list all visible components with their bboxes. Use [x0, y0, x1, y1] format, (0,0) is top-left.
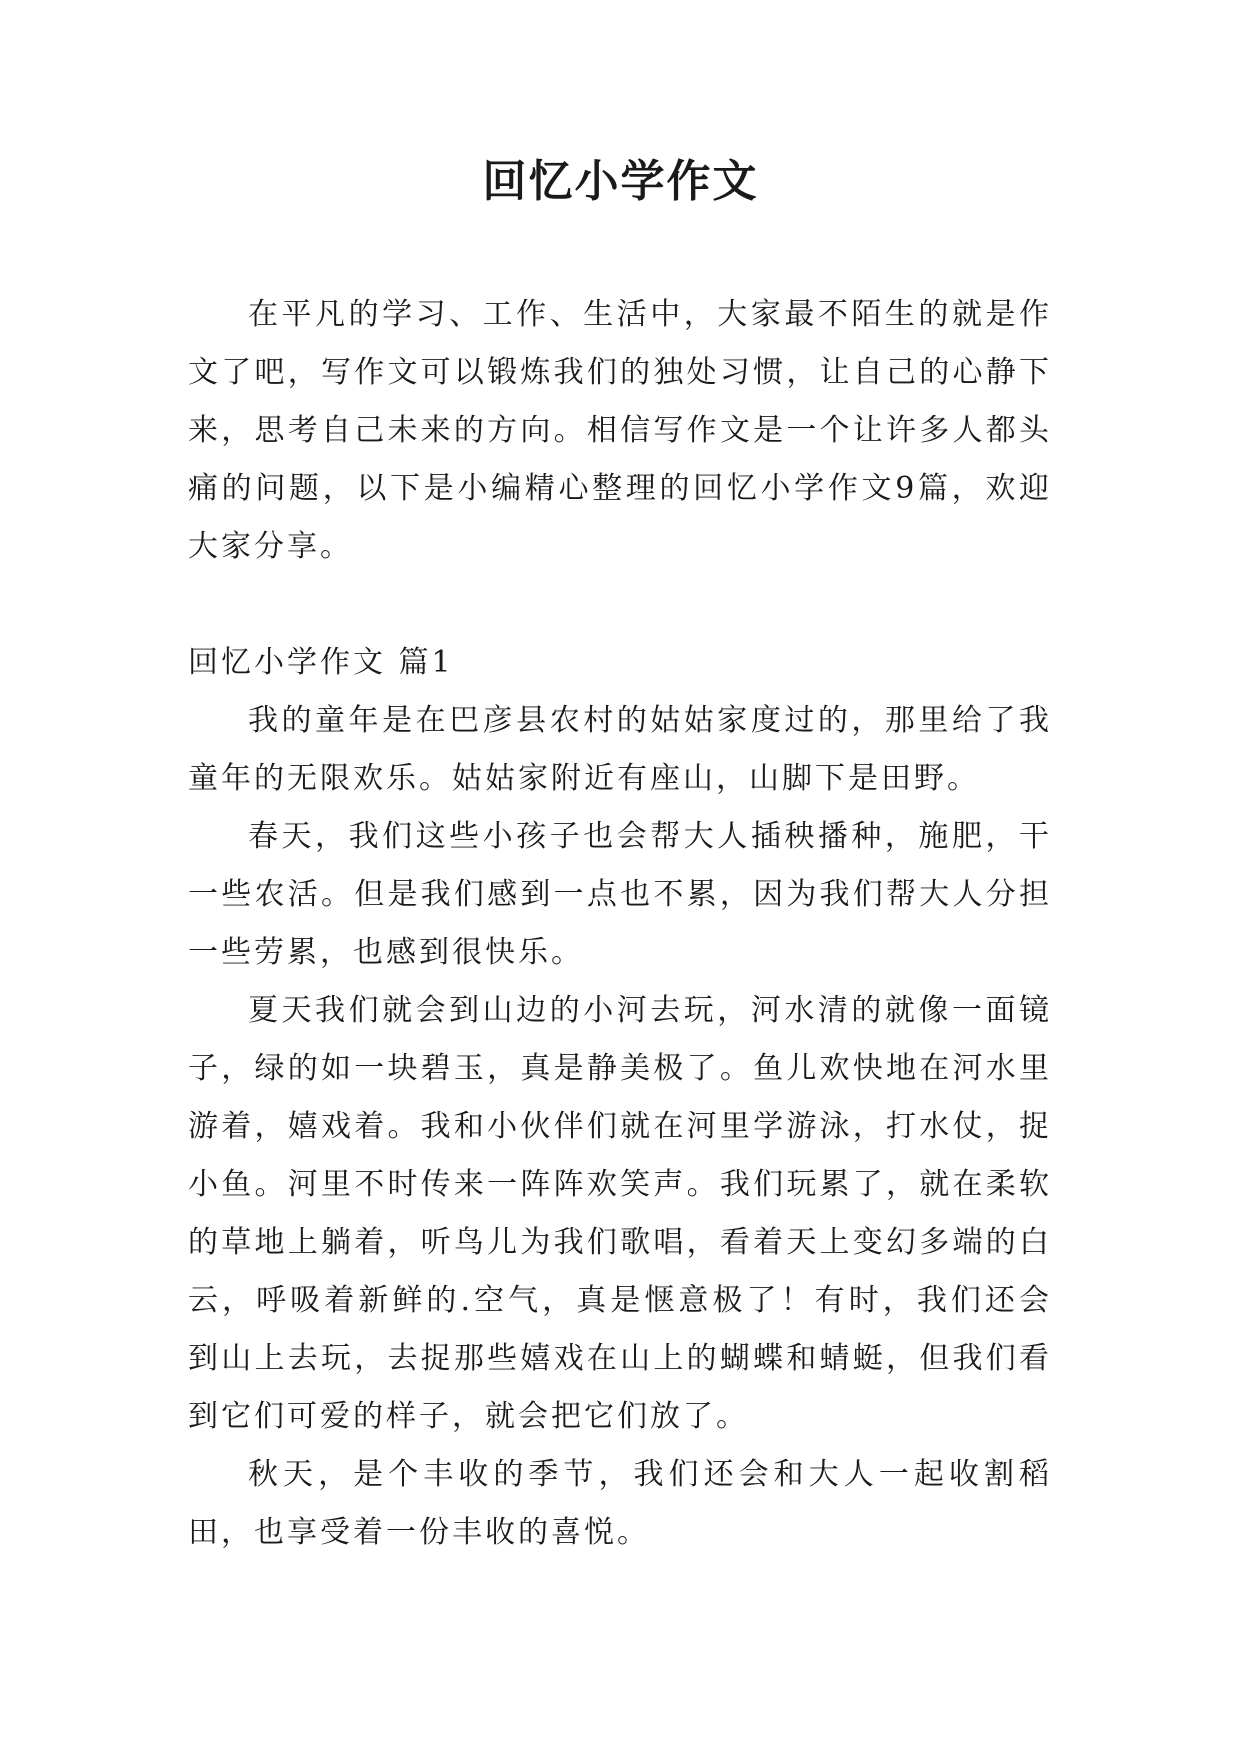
document-title: 回忆小学作文 — [482, 156, 759, 207]
document-body — [188, 286, 1052, 1562]
body-paragraph: 秋天，是个丰收的季节，我们还会和大人一起收割稻田，也享受着一份丰收的喜悦。 — [188, 1457, 1052, 1550]
body-paragraph: 夏天我们就会到山边的小河去玩，河水清的就像一面镜子，绿的如一块碧玉，真是静美极了。鱼儿欢快地在河水里游着，嬉戏着。我和小伙伴们就在河里学游泳，打水仗，捉小鱼。河里不时传来一阵阵欢笑声。我们玩累了，就在柔软的草地上躺着，听鸟儿为我们歌唱，看着天上变幻多端的白云，呼吸着新鲜的.空气，真是惬意极了！有时，我们还会到山上去玩，去捉那些嬉戏在山上的蝴蝶和蜻蜓，但我们看到它们可爱的样子，就会把它们放了。 — [188, 993, 1052, 1434]
body-paragraph: 我的童年是在巴彦县农村的姑姑家度过的，那里给了我童年的无限欢乐。姑姑家附近有座山，山脚下是田野。 — [188, 703, 1052, 796]
body-paragraph: 春天，我们这些小孩子也会帮大人插秧播种，施肥，干一些农活。但是我们感到一点也不累，因为我们帮大人分担一些劳累，也感到很快乐。 — [188, 819, 1052, 970]
section-heading: 回忆小学作文 篇1 — [188, 645, 454, 680]
intro-paragraph: 在平凡的学习、工作、生活中，大家最不陌生的就是作文了吧，写作文可以锻炼我们的独处习惯，让自己的心静下来，思考自己未来的方向。相信写作文是一个让许多人都头痛的问题，以下是小编精心整理的回忆小学作文9篇，欢迎大家分享。 — [188, 297, 1052, 564]
